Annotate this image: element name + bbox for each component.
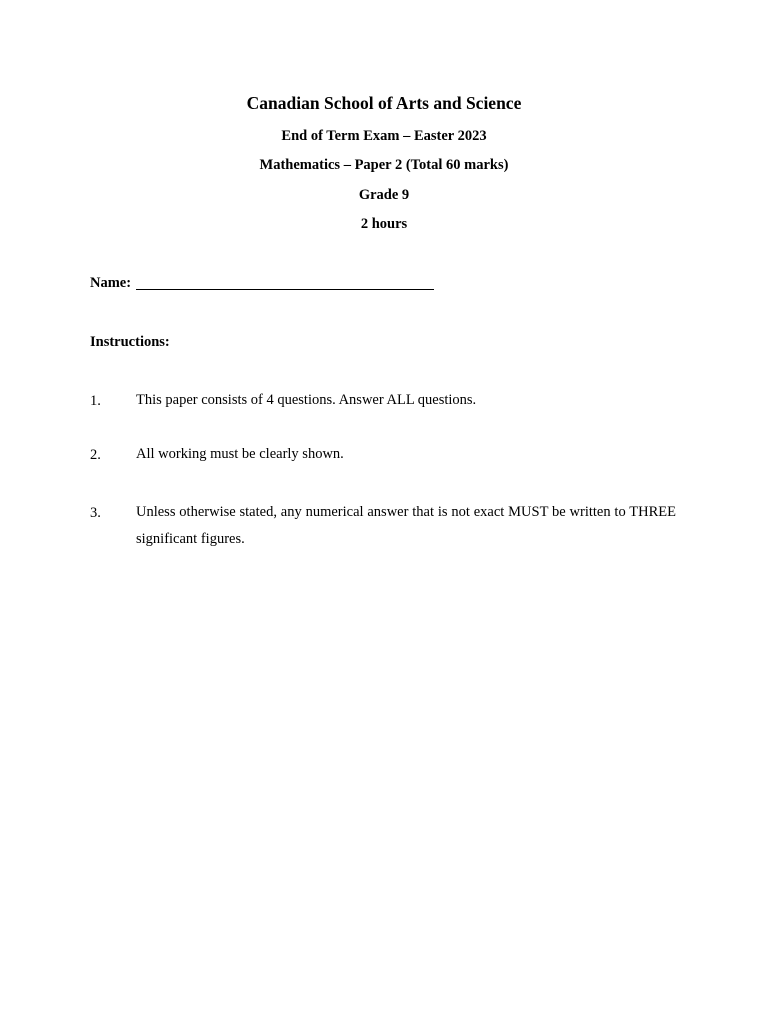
school-name: Canadian School of Arts and Science <box>246 93 522 113</box>
subject-title: Mathematics – Paper 2 (Total 60 marks) <box>259 157 509 173</box>
instruction-number: 2. <box>90 447 101 463</box>
name-label: Name: <box>90 275 132 291</box>
name-blank-line[interactable] <box>136 289 434 290</box>
grade-label: Grade 9 <box>358 187 410 203</box>
instruction-text: This paper consists of 4 questions. Answer ALL questions. <box>136 392 477 408</box>
instructions-heading: Instructions: <box>90 334 170 350</box>
instruction-text: Unless otherwise stated, any numerical answer that is not exact MUST be written to THREE significant figures. <box>136 504 676 547</box>
duration-label: 2 hours <box>360 216 408 232</box>
instruction-text: All working must be clearly shown. <box>136 446 344 462</box>
instruction-number: 3. <box>90 505 101 521</box>
instruction-number: 1. <box>90 393 101 409</box>
exam-title: End of Term Exam – Easter 2023 <box>281 128 487 144</box>
